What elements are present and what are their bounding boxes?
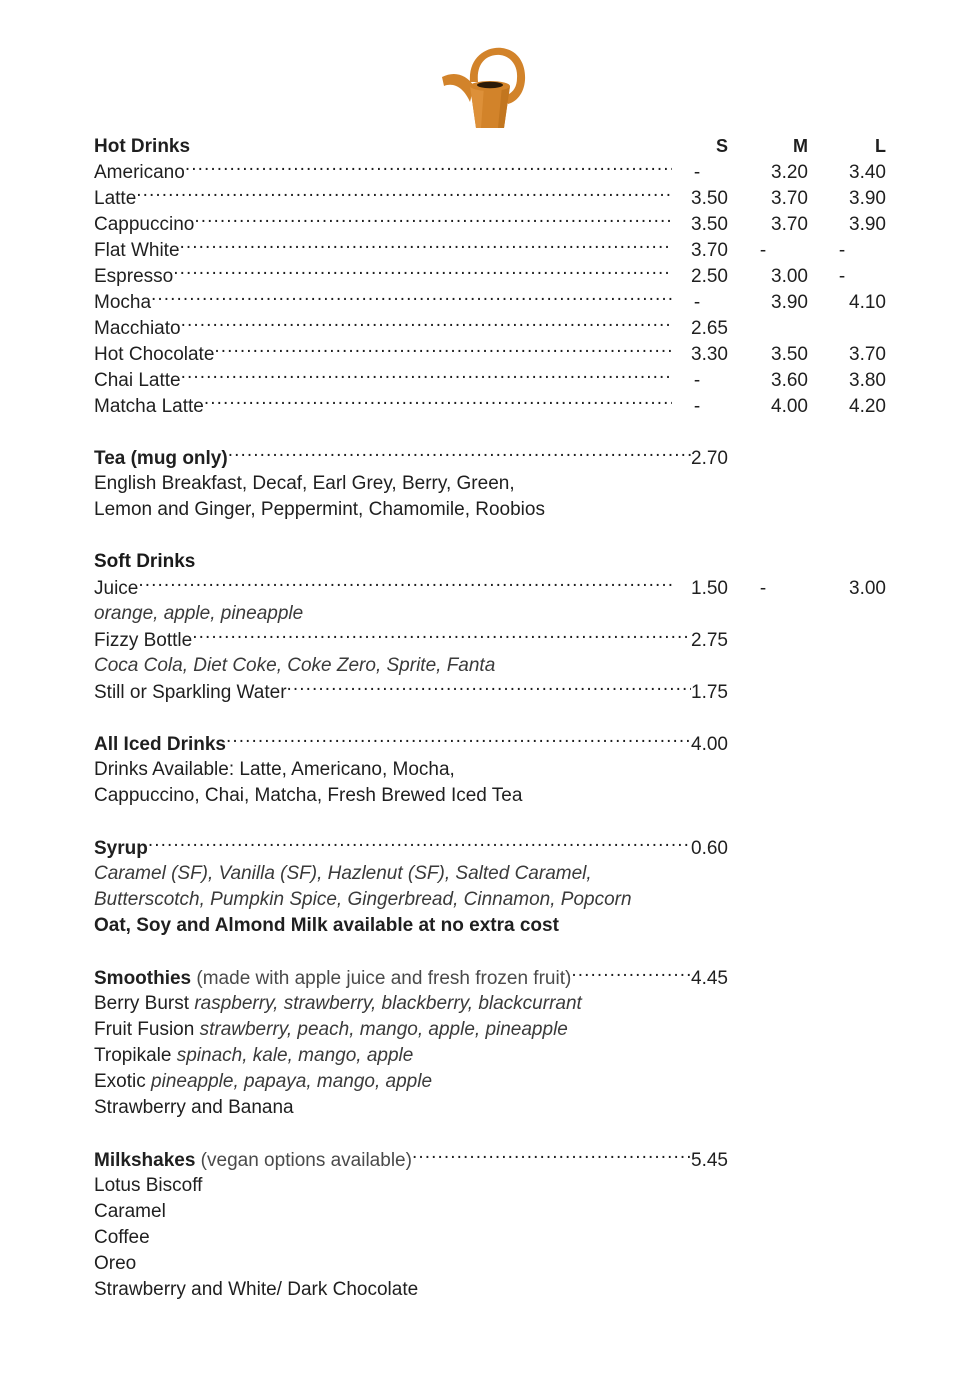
smoothie-name: Exotic (94, 1071, 152, 1092)
section-spacer (94, 523, 886, 549)
leader-dots (412, 1147, 691, 1166)
iced-drinks-title: All Iced Drinks (94, 734, 226, 755)
item-name: Flat White (94, 240, 180, 261)
section-spacer (94, 1121, 886, 1147)
iced-drinks-header-row (94, 731, 886, 757)
column-header-s: S (715, 136, 728, 156)
price-s: - (693, 370, 701, 391)
leader-dots (136, 185, 672, 204)
leader-dots (180, 237, 672, 256)
menu-row (94, 679, 886, 705)
milk-note: Oat, Soy and Almond Milk available at no extra cost (94, 915, 559, 936)
price-l: 3.70 (849, 344, 886, 365)
price-l: - (838, 240, 846, 261)
smoothies-subtitle: (made with apple juice and fresh frozen fruit) (191, 968, 572, 989)
leader-dots (194, 211, 672, 230)
price-m: 3.70 (771, 214, 808, 235)
price-m: 3.60 (771, 370, 808, 391)
syrup-flavours-line: Butterscotch, Pumpkin Spice, Gingerbread, Cinnamon, Popcorn (94, 889, 632, 910)
column-header-m: M (793, 136, 808, 156)
item-name: Cappuccino (94, 214, 195, 235)
menu-row (94, 159, 886, 185)
price-l: 4.10 (849, 292, 886, 313)
price-m: - (759, 578, 767, 599)
milkshakes-price: 5.45 (691, 1150, 728, 1171)
section-spacer (94, 705, 886, 731)
milkshakes-subtitle: (vegan options available) (195, 1150, 412, 1171)
price-m: 3.70 (771, 188, 808, 209)
smoothie-item (94, 1043, 886, 1069)
leader-dots (185, 159, 672, 178)
smoothie-desc: pineapple, papaya, mango, apple (151, 1071, 433, 1092)
hot-drinks-header-row (94, 133, 886, 159)
item-name: Mocha (94, 292, 152, 313)
leader-dots (287, 679, 691, 698)
leader-dots (192, 627, 691, 646)
leader-dots (571, 965, 691, 984)
smoothie-desc: strawberry, peach, mango, apple, pineapple (199, 1019, 568, 1040)
leader-dots (148, 835, 691, 854)
syrup-header-row (94, 835, 886, 861)
price-s: 2.50 (691, 266, 728, 287)
tea-description-line: English Breakfast, Decaf, Earl Grey, Berry, Green, (94, 473, 515, 494)
item-name: Matcha Latte (94, 396, 204, 417)
menu-row (94, 393, 886, 419)
menu-row (94, 341, 886, 367)
soft-drinks-title: Soft Drinks (94, 551, 196, 572)
smoothie-desc: spinach, kale, mango, apple (176, 1045, 414, 1066)
milkshake-item: Oreo (94, 1253, 137, 1274)
milkshake-item: Coffee (94, 1227, 150, 1248)
item-name: Macchiato (94, 318, 181, 339)
price-s: - (693, 162, 701, 183)
menu-row (94, 237, 886, 263)
section-spacer (94, 419, 886, 445)
item-name: Fizzy Bottle (94, 630, 193, 651)
syrup-title: Syrup (94, 838, 148, 859)
price-s: 3.50 (691, 188, 728, 209)
milkshakes-header-row (94, 1147, 886, 1173)
item-price: 1.75 (691, 682, 728, 703)
price-l: 3.40 (849, 162, 886, 183)
item-name: Hot Chocolate (94, 344, 215, 365)
price-l: 3.90 (849, 188, 886, 209)
milkshakes-title: Milkshakes (94, 1150, 196, 1171)
price-m: 4.00 (771, 396, 808, 417)
section-spacer (94, 809, 886, 835)
leader-dots (151, 289, 672, 308)
price-m: - (759, 240, 767, 261)
column-header-l: L (875, 136, 886, 156)
smoothie-item (94, 1095, 886, 1121)
price-l: 3.80 (849, 370, 886, 391)
milkshake-item: Strawberry and White/ Dark Chocolate (94, 1279, 419, 1300)
smoothie-name: Strawberry and Banana (94, 1097, 294, 1118)
menu-row (94, 185, 886, 211)
syrup-flavours-line: Caramel (SF), Vanilla (SF), Hazlenut (SF), Salted Caramel, (94, 863, 592, 884)
leader-dots (181, 315, 672, 334)
menu-row (94, 627, 886, 653)
item-name: Espresso (94, 266, 174, 287)
smoothie-item (94, 991, 886, 1017)
item-price: 2.75 (691, 630, 728, 651)
menu-row (94, 289, 886, 315)
item-name: Still or Sparkling Water (94, 682, 287, 703)
menu-content (94, 133, 886, 1303)
smoothie-item (94, 1069, 886, 1095)
price-s: - (693, 292, 701, 313)
item-name: Juice (94, 578, 139, 599)
smoothie-name: Berry Burst (94, 993, 195, 1014)
juice-description: orange, apple, pineapple (94, 603, 304, 624)
price-s: 3.50 (691, 214, 728, 235)
smoothies-title-group (94, 966, 571, 992)
syrup-price: 0.60 (691, 838, 728, 859)
smoothie-name: Fruit Fusion (94, 1019, 200, 1040)
item-name: Latte (94, 188, 137, 209)
iced-drinks-price: 4.00 (691, 734, 728, 755)
smoothies-header-row (94, 965, 886, 991)
price-m: 3.00 (771, 266, 808, 287)
leader-dots (204, 393, 672, 412)
price-l: 3.00 (849, 578, 886, 599)
item-name: Chai Latte (94, 370, 181, 391)
price-l: 4.20 (849, 396, 886, 417)
hot-drinks-title: Hot Drinks (94, 136, 191, 157)
smoothie-desc: raspberry, strawberry, blackberry, blackcurrant (194, 993, 582, 1014)
item-name: Americano (94, 162, 185, 183)
price-s: - (693, 396, 701, 417)
tea-title: Tea (mug only) (94, 448, 228, 469)
smoothie-item (94, 1017, 886, 1043)
tea-price: 2.70 (691, 448, 728, 469)
menu-row (94, 211, 886, 237)
price-s: 3.70 (691, 240, 728, 261)
smoothies-title: Smoothies (94, 968, 192, 989)
section-spacer (94, 939, 886, 965)
tea-description-line: Lemon and Ginger, Peppermint, Chamomile, Roobios (94, 499, 545, 520)
iced-drinks-description-line: Drinks Available: Latte, Americano, Mocha, (94, 759, 455, 780)
leader-dots (214, 341, 672, 360)
price-l: 3.90 (849, 214, 886, 235)
watering-can-icon (440, 44, 540, 130)
price-s: 1.50 (691, 578, 728, 599)
fizzy-description: Coca Cola, Diet Coke, Coke Zero, Sprite, Fanta (94, 655, 496, 676)
smoothie-name: Tropikale (94, 1045, 177, 1066)
milkshake-item: Caramel (94, 1201, 166, 1222)
price-m: 3.90 (771, 292, 808, 313)
smoothies-price: 4.45 (691, 968, 728, 989)
iced-drinks-description-line: Cappuccino, Chai, Matcha, Fresh Brewed Iced Tea (94, 785, 523, 806)
leader-dots (181, 367, 672, 386)
menu-row (94, 315, 886, 341)
tea-header-row (94, 445, 886, 471)
price-s: 2.65 (691, 318, 728, 339)
price-m: 3.20 (771, 162, 808, 183)
price-m: 3.50 (771, 344, 808, 365)
milkshake-item: Lotus Biscoff (94, 1175, 203, 1196)
leader-dots (228, 445, 691, 464)
leader-dots (138, 575, 672, 594)
milkshakes-title-group (94, 1148, 412, 1174)
logo-container (0, 44, 980, 140)
price-l: - (838, 266, 846, 287)
leader-dots (173, 263, 672, 282)
menu-row (94, 263, 886, 289)
menu-row (94, 367, 886, 393)
leader-dots (226, 731, 691, 750)
price-s: 3.30 (691, 344, 728, 365)
menu-row (94, 575, 886, 601)
